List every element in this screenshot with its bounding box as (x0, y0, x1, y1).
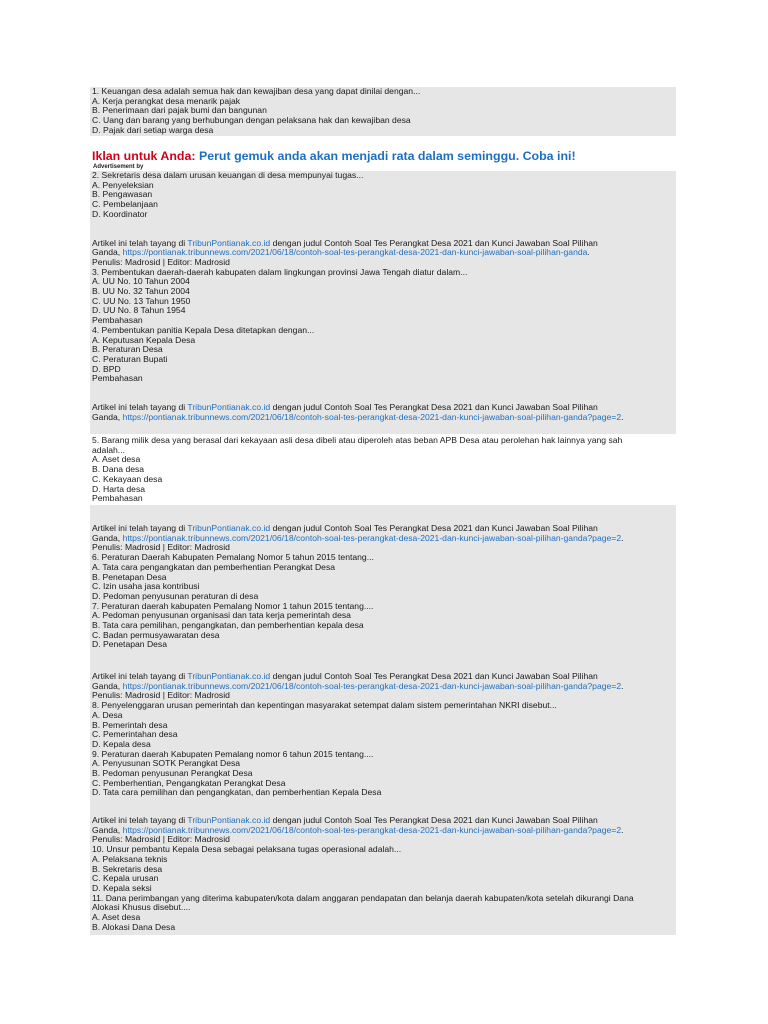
text-line: C. Kekayaan desa (92, 473, 163, 484)
dot-text: . (621, 532, 624, 543)
text-line: Alokasi Khusus disebut.... (92, 902, 191, 913)
spacer (92, 653, 674, 672)
question-block-5 (90, 653, 676, 799)
text-line: 4. Pembentukan panitia Kepala Desa ditetapkan dengan... (92, 324, 315, 335)
text-line: D. UU No. 8 Tahun 1954 (92, 305, 186, 316)
text-line: B. Dana desa (92, 464, 145, 475)
dot-text: . (587, 247, 590, 258)
article-prefix: Artikel ini telah tayang di (92, 671, 188, 681)
text-line: 8. Penyelenggaran urusan pemerintah dan kepentingan masyarakat setempat dalam sistem pemerintahan NKRI disebut... (92, 700, 557, 711)
source-link[interactable]: TribunPontianak.co.id (187, 815, 271, 825)
text-line: D. Pedoman penyusunan peraturan di desa (92, 590, 259, 601)
text-line: D. Pajak dari setiap warga desa (92, 124, 214, 135)
text-line: B. Sekretaris desa (92, 863, 163, 874)
text-line: 2. Sekretaris desa dalam urusan keuangan di desa mempunyai tugas... (92, 170, 364, 180)
text-line: A. Pelaksana teknis (92, 853, 168, 864)
text-line: C. Peraturan Bupati (92, 353, 168, 364)
text-line: 9. Peraturan daerah Kabupaten Pemalang nomor 6 tahun 2015 tentang.... (92, 748, 374, 759)
article-url-link[interactable]: https://pontianak.tribunnews.com/2021/06/18/contoh-soal-tes-perangkat-desa-2021-dan-kunci-jawaban-soal-pilihan-ganda (122, 247, 588, 258)
article-title: dengan judul Contoh Soal Tes Perangkat Desa 2021 dan Kunci Jawaban Soal Pilihan (270, 402, 598, 413)
text-line: B. UU No. 32 Tahun 2004 (92, 286, 190, 297)
article-url-link[interactable]: https://pontianak.tribunnews.com/2021/06/18/contoh-soal-tes-perangkat-desa-2021-dan-kunci-jawaban-soal-pilihan-ganda?page=2 (122, 411, 622, 422)
ad-message[interactable]: Perut gemuk anda akan menjadi rata dalam seminggu. Coba ini! (198, 149, 576, 163)
text-line: A. Penyusunan SOTK Perangkat Desa (92, 758, 241, 769)
spacer (92, 799, 674, 816)
text-line: C. Uang dan barang yang berhubungan dengan pelaksana hak dan kewajiban desa (92, 115, 411, 126)
article-url-link[interactable]: https://pontianak.tribunnews.com/2021/06/18/contoh-soal-tes-perangkat-desa-2021-dan-kunci-jawaban-soal-pilihan-ganda?page=2 (122, 680, 622, 691)
article-title: dengan judul Contoh Soal Tes Perangkat Desa 2021 dan Kunci Jawaban Soal Pilihan (270, 523, 598, 533)
text-line: A. Keputusan Kepala Desa (92, 334, 196, 345)
ganda-text: Ganda, (92, 680, 123, 691)
article-title: dengan judul Contoh Soal Tes Perangkat Desa 2021 dan Kunci Jawaban Soal Pilihan (270, 815, 598, 825)
penulis-line: Penulis: Madrosid | Editor: Madrosid (92, 690, 230, 701)
dot-text: . (621, 824, 624, 835)
text-line: D. Tata cara pemilihan dan pengangkatan, dan pemberhentian Kepala Desa (92, 787, 382, 798)
text-line: C. Pemerintahan desa (92, 729, 178, 740)
text-line: D. Harta desa (92, 483, 146, 494)
text-line: B. Pedoman penyusunan Perangkat Desa (92, 768, 253, 779)
penulis-line: Penulis: Madrosid | Editor: Madrosid (92, 834, 230, 845)
text-line: Pembahasan (92, 373, 143, 384)
text-line: C. Pembelanjaan (92, 199, 158, 210)
text-line: D. BPD (92, 363, 121, 374)
text-line: C. Pemberhentian, Pengangkatan Perangkat Desa (92, 777, 286, 788)
source-link[interactable]: TribunPontianak.co.id (187, 237, 271, 248)
article-url-link[interactable]: https://pontianak.tribunnews.com/2021/06/18/contoh-soal-tes-perangkat-desa-2021-dan-kunci-jawaban-soal-pilihan-ganda?page=2 (122, 532, 622, 543)
question-block-1 (90, 87, 676, 136)
article-url-line (92, 413, 674, 423)
question-block-2 (90, 171, 676, 434)
source-link[interactable]: TribunPontianak.co.id (187, 523, 271, 533)
text-line: A. Desa (92, 709, 123, 720)
question-block-3 (90, 436, 676, 504)
source-link[interactable]: TribunPontianak.co.id (187, 671, 271, 681)
text-line: A. Aset desa (92, 454, 141, 465)
ad-label: Iklan untuk Anda: (92, 149, 196, 163)
article-url-link[interactable]: https://pontianak.tribunnews.com/2021/06/18/contoh-soal-tes-perangkat-desa-2021-dan-kunci-jawaban-soal-pilihan-ganda?page=2 (122, 824, 622, 835)
text-line: 11. Dana perimbangan yang diterima kabupaten/kota dalam anggaran pendapatan dan belanja daerah kabupaten/kota setelah dikurangi Dana (92, 892, 634, 903)
dot-text: . (621, 411, 624, 422)
text-line: B. Pengawasan (92, 189, 153, 200)
penulis-line: Penulis: Madrosid | Editor: Madrosid (92, 256, 230, 267)
text-line: Pembahasan (92, 493, 143, 504)
advertisement-label: Advertisement by (93, 164, 144, 170)
spacer (92, 384, 674, 403)
text-line: 1. Keuangan desa adalah semua hak dan kewajiban desa yang dapat dinilai dengan... (92, 86, 421, 96)
text-line: A. UU No. 10 Tahun 2004 (92, 276, 190, 287)
text-line: D. Koordinator (92, 208, 148, 219)
text-line: A. Penyeleksian (92, 179, 154, 190)
text-line: 3. Pembentukan daerah-daerah kabupaten dalam lingkungan provinsi Jawa Tengah diatur dalam... (92, 266, 468, 277)
article-prefix: Artikel ini telah tayang di (92, 815, 188, 825)
text-line: B. Penetapan Desa (92, 571, 167, 582)
text-line: C. Kepala urusan (92, 873, 159, 884)
spacer (92, 220, 674, 239)
text-line: B. Alokasi Dana Desa (92, 921, 176, 932)
text-line: A. Pedoman penyusunan organisasi dan tata kerja pemerintah desa (92, 610, 351, 621)
text-line: A. Aset desa (92, 912, 141, 923)
article-prefix: Artikel ini telah tayang di (92, 523, 188, 533)
question-block-6 (90, 799, 676, 935)
text-line: Pembahasan (92, 315, 143, 326)
text-line: 7. Peraturan daerah kabupaten Pemalang Nomor 1 tahun 2015 tentang.... (92, 600, 374, 611)
text-line: B. Tata cara pemilihan, pengangkatan, dan pemberhentian kepala desa (92, 620, 364, 631)
text-line: C. Izin usaha jasa kontribusi (92, 581, 200, 592)
text-line: B. Penerimaan dari pajak bumi dan bangunan (92, 105, 267, 116)
text-line: B. Pemerintah desa (92, 719, 168, 730)
ganda-text: Ganda, (92, 532, 123, 543)
article-prefix: Artikel ini telah tayang di (92, 237, 188, 248)
text-line: D. Penetapan Desa (92, 639, 168, 650)
text-line: D. Kepala desa (92, 738, 151, 749)
ganda-text: Ganda, (92, 411, 123, 422)
text-line: A. Kerja perangkat desa menarik pajak (92, 95, 241, 106)
text-line: B. Peraturan Desa (92, 344, 163, 355)
source-link[interactable]: TribunPontianak.co.id (187, 402, 271, 413)
ganda-text: Ganda, (92, 247, 123, 258)
text-line: A. Tata cara pengangkatan dan pemberhentian Perangkat Desa (92, 561, 336, 572)
ad-banner[interactable] (92, 149, 678, 163)
text-line: C. Badan permusyawaratan desa (92, 629, 220, 640)
text-line: 5. Barang milik desa yang berasal dari kekayaan asli desa dibeli atau diperoleh atas beban APB Desa atau perolehan hak lainnya yang sah (92, 435, 623, 445)
penulis-line: Penulis: Madrosid | Editor: Madrosid (92, 542, 230, 553)
text-line: D. Kepala seksi (92, 882, 152, 893)
spacer (92, 505, 674, 524)
article-title: dengan judul Contoh Soal Tes Perangkat Desa 2021 dan Kunci Jawaban Soal Pilihan (270, 237, 598, 248)
dot-text: . (621, 680, 624, 691)
question-block-4 (90, 505, 676, 653)
ganda-text: Ganda, (92, 824, 123, 835)
article-prefix: Artikel ini telah tayang di (92, 402, 188, 413)
article-title: dengan judul Contoh Soal Tes Perangkat Desa 2021 dan Kunci Jawaban Soal Pilihan (270, 671, 598, 681)
text-line: C. UU No. 13 Tahun 1950 (92, 295, 191, 306)
text-line: adalah... (92, 444, 125, 455)
text-line: 6. Peraturan Daerah Kabupaten Pemalang Nomor 5 tahun 2015 tentang... (92, 552, 374, 563)
text-line: 10. Unsur pembantu Kepala Desa sebagai pelaksana tugas operasional adalah... (92, 844, 402, 855)
